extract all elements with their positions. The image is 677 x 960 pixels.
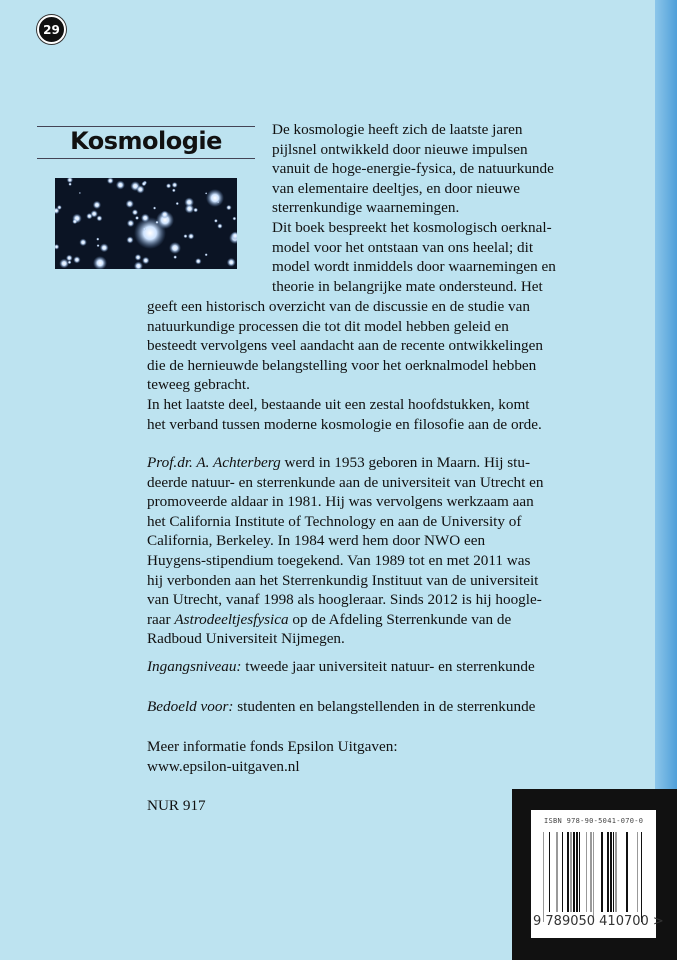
galaxy bbox=[155, 221, 158, 224]
galaxy bbox=[185, 204, 194, 213]
text-line: model wordt inmiddels door waarnemingen en bbox=[272, 258, 556, 276]
galaxy bbox=[142, 257, 149, 264]
text-segment: promoveerde aldaar in 1981. Hij was vervolgens werkzaam aan bbox=[147, 493, 534, 511]
text-line bbox=[147, 492, 544, 512]
galaxy bbox=[172, 188, 176, 192]
bar bbox=[610, 832, 612, 912]
text-segment: Prof.dr. A. Achterberg bbox=[147, 454, 281, 471]
barcode-bars bbox=[543, 832, 645, 922]
galaxy bbox=[143, 228, 146, 231]
bar bbox=[641, 832, 642, 922]
galaxy bbox=[127, 219, 135, 227]
text-segment: deerde natuur- en sterrenkunde aan de universiteit van Utrecht en bbox=[147, 473, 544, 491]
nur-code: NUR 917 bbox=[147, 797, 206, 814]
text-line: theorie in belangrijke mate ondersteund. Het bbox=[272, 277, 543, 295]
galaxy bbox=[126, 236, 133, 243]
text-line bbox=[147, 610, 544, 630]
text-line: Dit boek bespreekt het kosmologisch oerknal- bbox=[272, 218, 552, 236]
text-line bbox=[147, 453, 544, 473]
galaxy bbox=[96, 238, 99, 241]
text-segment: werd in 1953 geboren in Maarn. Hij stu- bbox=[280, 454, 531, 471]
info-text: Meer informatie fonds Epsilon Uitgaven: bbox=[147, 738, 398, 755]
bar bbox=[562, 832, 563, 912]
text-line: pijlsnel ontwikkeld door nieuwe impulsen bbox=[272, 140, 528, 158]
bar bbox=[607, 832, 609, 912]
text-line: natuurkundige processen die tot dit model hebben geleid en bbox=[147, 317, 509, 335]
bar bbox=[613, 832, 614, 912]
text-line: vanuit de hoge-energie-fysica, de natuurkunde bbox=[272, 160, 554, 178]
galaxy bbox=[205, 253, 208, 256]
text-line: besteedt vervolgens veel aandacht aan de recente ontwikkelingen bbox=[147, 337, 543, 355]
text-segment: van Utrecht, vanaf 1998 als hoogleraar. Sinds 2012 is hij hoogle- bbox=[147, 591, 542, 609]
bar bbox=[573, 832, 575, 912]
galaxy bbox=[59, 259, 69, 269]
galaxy bbox=[217, 201, 219, 203]
galaxy bbox=[126, 200, 134, 208]
bar bbox=[543, 832, 544, 922]
text-segment: Huygens-stipendium toegekend. Van 1989 tot en met 2011 was bbox=[147, 551, 531, 569]
author-bio bbox=[147, 453, 544, 649]
galaxy bbox=[169, 242, 181, 254]
bar bbox=[637, 832, 638, 912]
text-line: sterrenkundige waarnemingen. bbox=[272, 199, 460, 217]
galaxy bbox=[132, 209, 138, 215]
galaxy bbox=[217, 223, 222, 228]
galaxy bbox=[100, 243, 109, 252]
galaxy bbox=[73, 256, 80, 263]
galaxy bbox=[153, 206, 156, 209]
galaxy bbox=[72, 219, 77, 224]
bar bbox=[576, 832, 578, 912]
galaxy bbox=[232, 217, 236, 221]
text-line bbox=[147, 473, 544, 493]
galaxy bbox=[135, 254, 142, 261]
level-label: Ingangsniveau: bbox=[147, 658, 242, 675]
bar bbox=[586, 832, 587, 912]
galaxy bbox=[205, 192, 207, 194]
book-title: Kosmologie bbox=[70, 127, 222, 155]
galaxy bbox=[161, 211, 169, 219]
text-segment: Astrodeeltjesfysica bbox=[174, 610, 289, 628]
galaxy bbox=[226, 205, 232, 211]
galaxy bbox=[227, 258, 236, 267]
text-line: die de hernieuwde belangstelling voor het oerknalmodel hebben bbox=[147, 356, 537, 374]
galaxy bbox=[206, 189, 224, 207]
text-line bbox=[147, 512, 544, 532]
galaxy-cluster-image bbox=[55, 178, 237, 269]
text-line: van elementaire deeltjes, en door nieuwe bbox=[272, 179, 520, 197]
text-line: model voor het ontstaan van ons heelal; dit bbox=[272, 238, 534, 256]
text-segment: hij verbonden aan het Sterrenkundig Instituut van de universiteit bbox=[147, 571, 539, 589]
series-number-badge: 29 bbox=[37, 15, 66, 44]
title-rule-bottom bbox=[37, 158, 255, 159]
audience-label: Bedoeld voor: bbox=[147, 698, 234, 715]
level-value: tweede jaar universiteit natuur- en sterrenkunde bbox=[241, 658, 535, 675]
galaxy bbox=[68, 182, 71, 185]
text-segment: het California Institute of Technology en aan de University of bbox=[147, 512, 522, 530]
text-line: het verband tussen moderne kosmologie en filosofie aan de orde. bbox=[147, 415, 542, 433]
level-line bbox=[147, 657, 535, 677]
bar bbox=[626, 832, 628, 912]
info-url: www.epsilon-uitgaven.nl bbox=[147, 757, 300, 775]
galaxy bbox=[93, 256, 107, 269]
bar bbox=[590, 832, 592, 912]
galaxy bbox=[68, 260, 72, 264]
galaxy bbox=[141, 181, 146, 186]
text-segment: Radboud Universiteit Nijmegen. bbox=[147, 630, 345, 648]
text-segment: raar bbox=[147, 610, 175, 628]
text-line bbox=[147, 551, 544, 571]
audience-line bbox=[147, 697, 535, 717]
bar bbox=[556, 832, 558, 912]
isbn-text: ISBN 978-90-5041-070-0 bbox=[544, 817, 644, 825]
barcode-digits: 9 789050 410700 > bbox=[533, 914, 664, 929]
galaxy bbox=[188, 233, 194, 239]
bar bbox=[549, 832, 550, 912]
galaxy bbox=[141, 214, 150, 223]
bar bbox=[593, 832, 594, 922]
text-line bbox=[147, 590, 544, 610]
galaxy bbox=[173, 255, 177, 259]
galaxy bbox=[134, 261, 143, 269]
isbn-barcode bbox=[531, 810, 664, 938]
text-line bbox=[147, 629, 544, 649]
galaxy bbox=[136, 185, 144, 193]
galaxy bbox=[97, 244, 100, 247]
galaxy bbox=[107, 178, 114, 184]
bar bbox=[615, 832, 617, 912]
bar bbox=[579, 832, 580, 912]
bar bbox=[567, 832, 569, 912]
galaxy bbox=[90, 210, 97, 217]
text-segment: op de Afdeling Sterrenkunde van de bbox=[288, 610, 512, 628]
galaxy bbox=[166, 183, 171, 188]
galaxy bbox=[79, 239, 87, 247]
info-block bbox=[147, 737, 398, 776]
text-line: In het laatste deel, bestaande uit een zestal hoofdstukken, komt bbox=[147, 395, 530, 413]
intro-paragraph bbox=[272, 120, 556, 296]
text-segment: California, Berkeley. In 1984 werd hem door NWO een bbox=[147, 532, 486, 550]
text-line: teweeg gebracht. bbox=[147, 376, 250, 394]
galaxy bbox=[176, 202, 179, 205]
text-line bbox=[147, 531, 544, 551]
galaxy bbox=[93, 201, 101, 209]
galaxy bbox=[183, 234, 187, 238]
galaxy bbox=[135, 216, 139, 220]
text-line: De kosmologie heeft zich de laatste jaren bbox=[272, 121, 523, 138]
galaxy bbox=[172, 182, 178, 188]
text-line: geeft een historisch overzicht van de discussie en de studie van bbox=[147, 298, 530, 315]
galaxy bbox=[79, 192, 81, 194]
bar bbox=[570, 832, 572, 912]
galaxy bbox=[96, 215, 102, 221]
galaxy bbox=[67, 178, 73, 183]
galaxy bbox=[55, 244, 59, 250]
galaxy bbox=[214, 219, 218, 223]
galaxy bbox=[116, 180, 125, 189]
bar bbox=[601, 832, 603, 912]
intro-paragraph-continued bbox=[147, 297, 543, 434]
text-line bbox=[147, 571, 544, 591]
galaxy bbox=[195, 258, 201, 264]
audience-value: studenten en belangstellenden in de sterrenkunde bbox=[233, 698, 536, 715]
